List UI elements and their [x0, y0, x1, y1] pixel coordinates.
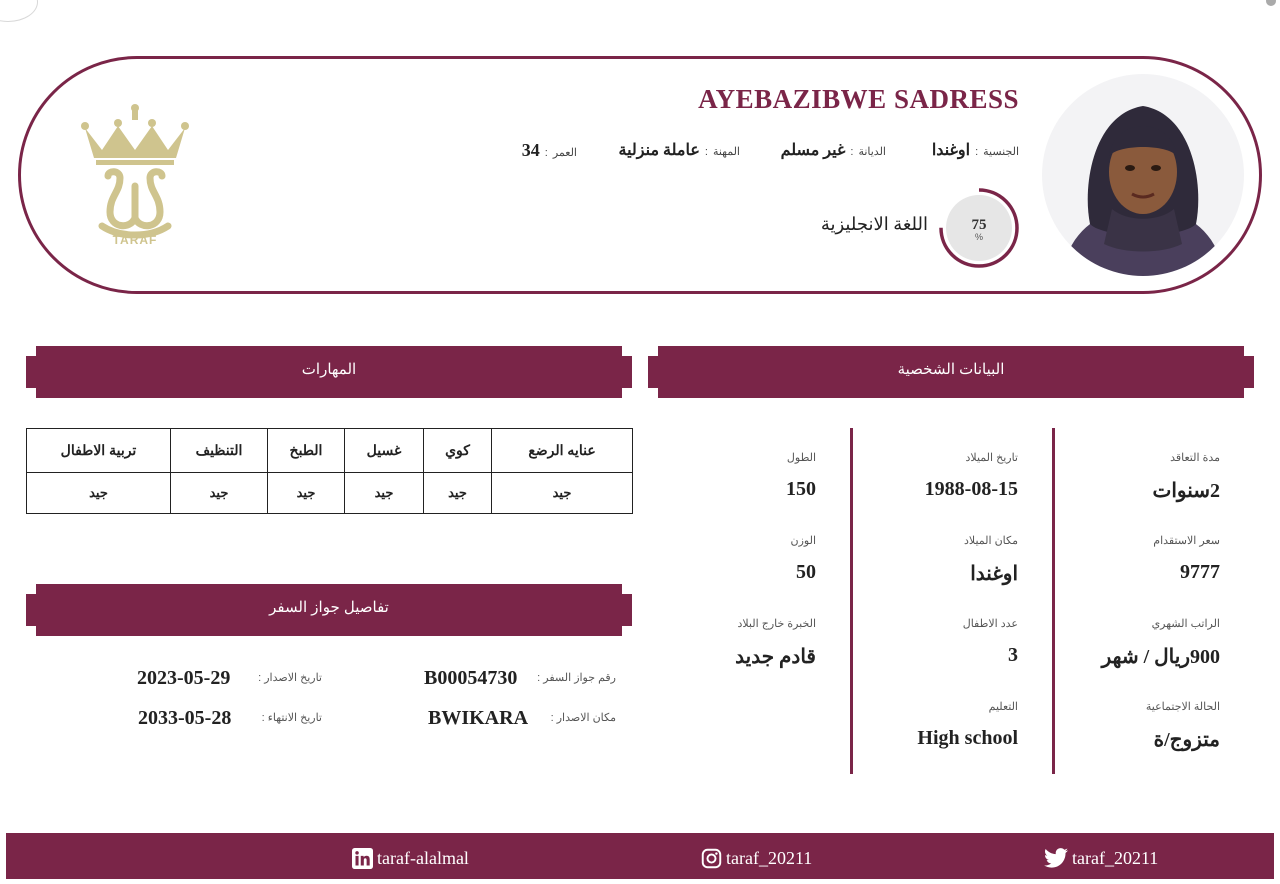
- issue-date-label: تاريخ الاصدار :: [258, 672, 322, 684]
- experience-value: قادم جديد: [735, 646, 816, 668]
- section-header-passport: [26, 584, 632, 636]
- skill-header: عنايه الرضع: [492, 429, 633, 473]
- section-title: تفاصيل جواز السفر: [269, 599, 389, 616]
- label-text: تاريخ الانتهاء: [267, 712, 322, 724]
- skill-rating: جيد: [27, 473, 171, 514]
- pob-value: اوغندا: [970, 563, 1018, 585]
- age-label: العمر: [552, 147, 577, 159]
- profession-value: عاملة منزلية: [618, 142, 700, 159]
- logo-text: TARAF: [112, 233, 158, 247]
- weight-value: 50: [796, 561, 816, 583]
- religion-label: الديانة: [858, 146, 886, 158]
- taraf-logo: [80, 100, 190, 250]
- education-label: التعليم: [988, 701, 1018, 713]
- gauge-percent-value: 75: [971, 217, 987, 233]
- language-label: اللغة الانجليزية: [820, 214, 928, 234]
- section-title: المهارات: [301, 361, 357, 378]
- passport-number-value: B00054730: [424, 667, 518, 689]
- colon: :: [850, 146, 854, 158]
- colon: :: [544, 147, 548, 159]
- instagram-link[interactable]: [701, 845, 812, 871]
- recruit-label: سعر الاستقدام: [1153, 535, 1220, 547]
- gauge-percent-sign: %: [974, 232, 984, 242]
- skill-header: الطبخ: [268, 429, 345, 473]
- colon: :: [704, 146, 708, 158]
- profession-label: المهنة: [712, 146, 740, 158]
- twitter-link[interactable]: [1044, 845, 1158, 871]
- skill-header: كوي: [424, 429, 492, 473]
- skill-rating: جيد: [492, 473, 633, 514]
- skill-header: التنظيف: [171, 429, 268, 473]
- skill-header: غسيل: [345, 429, 424, 473]
- dob-label: تاريخ الميلاد: [965, 452, 1018, 464]
- column-divider: [1052, 428, 1055, 774]
- corner-decoration: [0, 0, 38, 22]
- religion-info: [781, 140, 886, 162]
- children-value: 3: [1008, 644, 1018, 666]
- section-header-skills: [26, 346, 632, 398]
- twitter-handle: taraf_20211: [1072, 847, 1159, 868]
- instagram-handle: taraf_20211: [726, 847, 813, 868]
- profession-info: [619, 140, 741, 162]
- skill-header: تربية الاطفال: [27, 429, 171, 473]
- issue-place-value: BWIKARA: [428, 707, 529, 729]
- religion-value: غير مسلم: [780, 142, 846, 159]
- height-label: الطول: [786, 452, 816, 464]
- salary-label: الراتب الشهري: [1151, 618, 1220, 630]
- children-label: عدد الاطفال: [962, 618, 1018, 630]
- candidate-name: AYEBAZIBWE SADRESS: [698, 84, 1019, 114]
- pob-label: مكان الميلاد: [963, 535, 1018, 547]
- instagram-icon: [701, 848, 722, 869]
- scroll-indicator[interactable]: [1266, 0, 1276, 6]
- column-divider: [850, 428, 853, 774]
- language-gauge: [937, 186, 1021, 270]
- marital-value: متزوج/ة: [1153, 729, 1220, 751]
- salary-value: 900ريال / شهر: [1101, 646, 1220, 668]
- label-text: مكان الاصدار: [556, 712, 616, 724]
- education-value: High school: [917, 727, 1018, 749]
- twitter-icon: [1044, 848, 1068, 868]
- nationality-label: الجنسية: [983, 146, 1019, 158]
- skill-rating: جيد: [345, 473, 424, 514]
- linkedin-handle: taraf-alalmal: [377, 847, 469, 868]
- label-text: رقم جواز السفر: [543, 672, 616, 684]
- skill-rating: جيد: [268, 473, 345, 514]
- skills-table: [26, 428, 633, 514]
- expiry-date-value: 2033-05-28: [138, 707, 232, 729]
- weight-label: الوزن: [790, 535, 816, 547]
- profile-photo: [1042, 74, 1244, 276]
- table-header-row: [27, 429, 633, 473]
- linkedin-link[interactable]: [352, 845, 469, 871]
- skill-rating: جيد: [424, 473, 492, 514]
- marital-label: الحالة الاجتماعية: [1145, 701, 1220, 713]
- age-value: 34: [521, 140, 540, 160]
- passport-number-label: رقم جواز السفر :: [537, 672, 616, 684]
- issue-place-label: مكان الاصدار :: [550, 712, 616, 724]
- contract-label: مدة التعاقد: [1170, 452, 1220, 464]
- nationality-value: اوغندا: [931, 142, 971, 159]
- skill-rating: جيد: [171, 473, 268, 514]
- table-row: [27, 473, 633, 514]
- nationality-info: [932, 140, 1019, 162]
- section-title: البيانات الشخصية: [897, 361, 1005, 378]
- experience-label: الخبرة خارج البلاد: [737, 618, 816, 630]
- issue-date-value: 2023-05-29: [137, 667, 231, 689]
- section-header-personal: [648, 346, 1254, 398]
- expiry-date-label: تاريخ الانتهاء :: [261, 712, 322, 724]
- label-text: تاريخ الاصدار: [264, 672, 322, 684]
- contract-value: 2سنوات: [1152, 480, 1220, 502]
- recruit-value: 9777: [1180, 561, 1220, 583]
- height-value: 150: [786, 478, 816, 500]
- dob-value: 1988-08-15: [924, 478, 1018, 500]
- colon: :: [975, 146, 979, 158]
- linkedin-icon: [352, 848, 373, 869]
- age-info: [522, 140, 577, 162]
